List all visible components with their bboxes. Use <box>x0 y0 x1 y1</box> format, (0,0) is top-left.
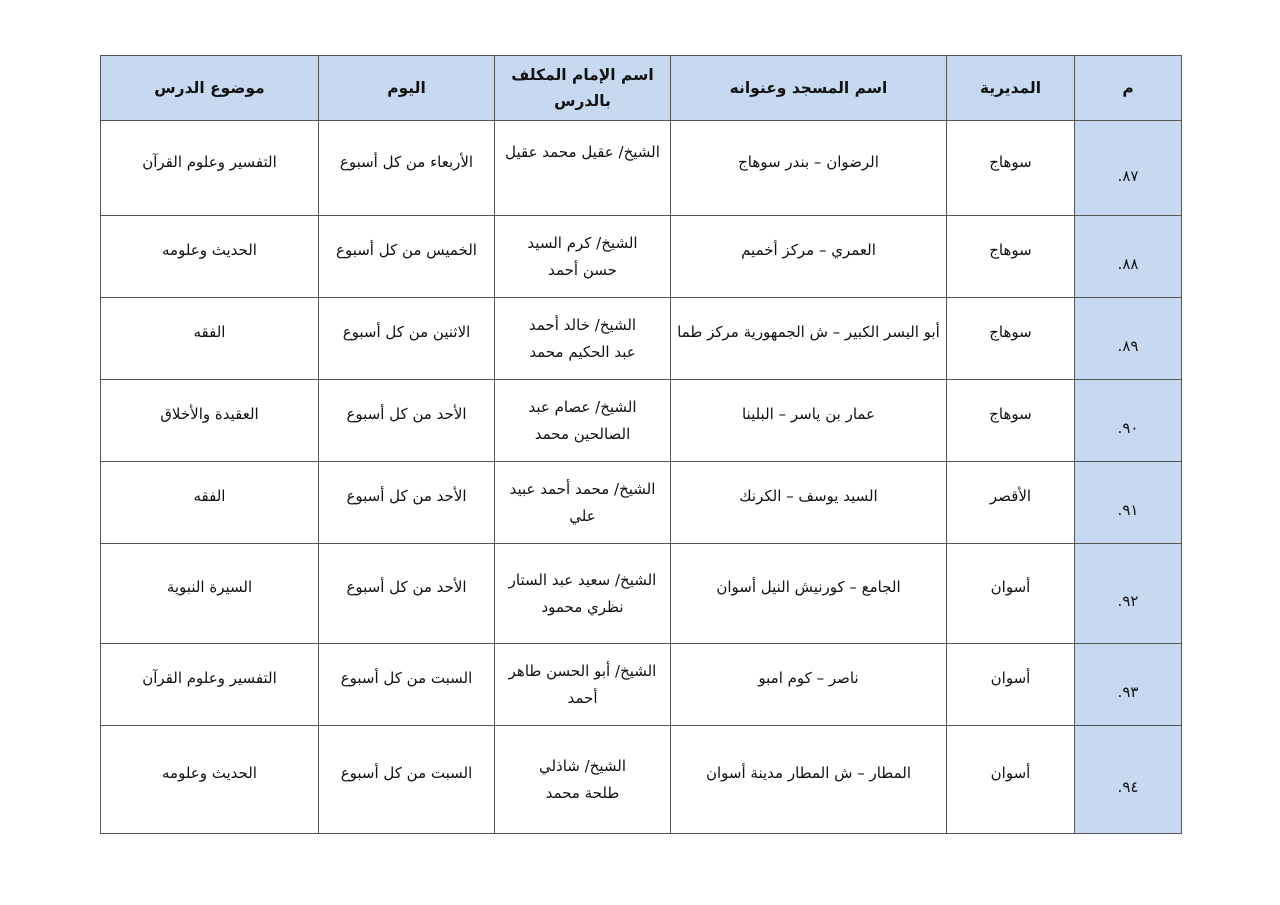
row-directorate: سوهاج <box>947 380 1075 462</box>
row-directorate: سوهاج <box>947 298 1075 380</box>
row-topic: الفقه <box>101 462 319 544</box>
row-topic: السيرة النبوية <box>101 544 319 644</box>
row-imam: الشيخ/ أبو الحسن طاهر أحمد <box>495 644 671 726</box>
row-imam: الشيخ/ محمد أحمد عبيد علي <box>495 462 671 544</box>
row-imam: الشيخ/ كرم السيد حسن أحمد <box>495 216 671 298</box>
row-day: السبت من كل أسبوع <box>319 726 495 834</box>
header-imam: اسم الإمام المكلف بالدرس <box>495 56 671 121</box>
row-directorate: سوهاج <box>947 216 1075 298</box>
row-mosque: أبو اليسر الكبير – ش الجمهورية مركز طما <box>671 298 947 380</box>
header-topic: موضوع الدرس <box>101 56 319 121</box>
header-num: م <box>1075 56 1182 121</box>
table-header-row <box>101 56 1182 121</box>
header-mosque: اسم المسجد وعنوانه <box>671 56 947 121</box>
row-mosque: الجامع – كورنيش النيل أسوان <box>671 544 947 644</box>
row-topic: الحديث وعلومه <box>101 726 319 834</box>
row-directorate: سوهاج <box>947 121 1075 216</box>
row-day: الخميس من كل أسبوع <box>319 216 495 298</box>
row-imam: الشيخ/ شاذلي طلحة محمد <box>495 726 671 834</box>
table-row <box>101 644 1182 726</box>
table-row <box>101 544 1182 644</box>
lessons-table-container <box>100 55 1181 834</box>
row-topic: الحديث وعلومه <box>101 216 319 298</box>
row-mosque: العمري – مركز أخميم <box>671 216 947 298</box>
row-number: ٩٢. <box>1075 544 1182 644</box>
row-number: ٩٣. <box>1075 644 1182 726</box>
table-row <box>101 298 1182 380</box>
row-day: الاثنين من كل أسبوع <box>319 298 495 380</box>
row-mosque: المطار – ش المطار مدينة أسوان <box>671 726 947 834</box>
row-topic: الفقه <box>101 298 319 380</box>
row-directorate: أسوان <box>947 726 1075 834</box>
header-day: اليوم <box>319 56 495 121</box>
table-row <box>101 380 1182 462</box>
row-imam: الشيخ/ خالد أحمد عبد الحكيم محمد <box>495 298 671 380</box>
row-day: السبت من كل أسبوع <box>319 644 495 726</box>
header-directorate: المديرية <box>947 56 1075 121</box>
row-mosque: الرضوان – بندر سوهاج <box>671 121 947 216</box>
table-row <box>101 121 1182 216</box>
row-imam: الشيخ/ سعيد عبد الستار نظري محمود <box>495 544 671 644</box>
row-number: ٨٨. <box>1075 216 1182 298</box>
row-directorate: أسوان <box>947 644 1075 726</box>
row-day: الأحد من كل أسبوع <box>319 544 495 644</box>
row-directorate: الأقصر <box>947 462 1075 544</box>
row-mosque: عمار بن ياسر – البلينا <box>671 380 947 462</box>
row-imam: الشيخ/ عصام عبد الصالحين محمد <box>495 380 671 462</box>
row-topic: التفسير وعلوم القرآن <box>101 644 319 726</box>
row-number: ٩٤. <box>1075 726 1182 834</box>
lessons-table <box>100 55 1182 834</box>
table-row <box>101 462 1182 544</box>
table-row <box>101 726 1182 834</box>
row-mosque: ناصر – كوم امبو <box>671 644 947 726</box>
row-number: ٨٩. <box>1075 298 1182 380</box>
row-day: الأحد من كل أسبوع <box>319 380 495 462</box>
row-number: ٩٠. <box>1075 380 1182 462</box>
row-number: ٨٧. <box>1075 121 1182 216</box>
row-directorate: أسوان <box>947 544 1075 644</box>
row-number: ٩١. <box>1075 462 1182 544</box>
row-topic: العقيدة والأخلاق <box>101 380 319 462</box>
row-imam: الشيخ/ عقيل محمد عقيل <box>495 121 671 216</box>
row-topic: التفسير وعلوم القرآن <box>101 121 319 216</box>
row-day: الأربعاء من كل أسبوع <box>319 121 495 216</box>
row-day: الأحد من كل أسبوع <box>319 462 495 544</box>
row-mosque: السيد يوسف – الكرنك <box>671 462 947 544</box>
table-row <box>101 216 1182 298</box>
